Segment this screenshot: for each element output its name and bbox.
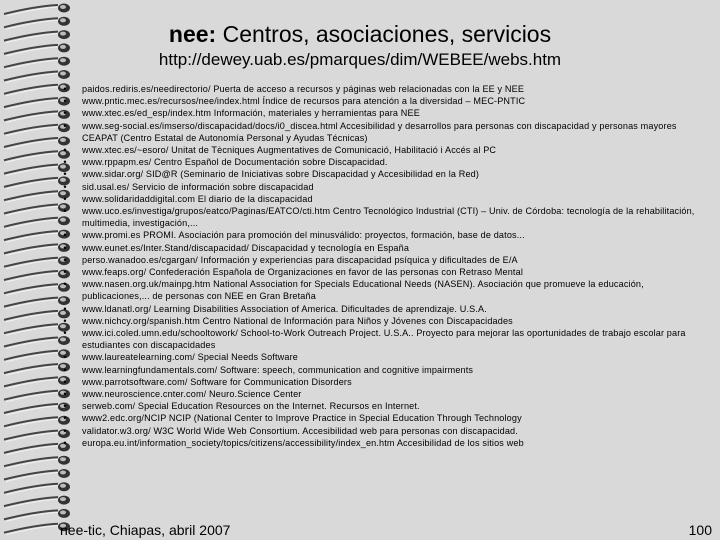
spiral-hole-shine [60, 471, 66, 475]
list-item [60, 83, 700, 95]
list-item-text: www.learningfundamentals.com/ Software: speech, communication and cognitive impairments [82, 364, 474, 375]
list-item [60, 315, 700, 327]
spiral-ring [4, 125, 58, 134]
spiral-ring [4, 417, 58, 426]
list-item-text: www.feaps.org/ Confederación Española de Organizaciones en favor de las personas con Retraso Mental [82, 267, 523, 278]
list-item [60, 327, 700, 351]
list-item [60, 351, 700, 363]
spiral-ring [4, 484, 58, 493]
bullet-icon: • [63, 169, 67, 180]
spiral-ring [4, 431, 58, 440]
list-item [60, 144, 700, 156]
bullet-icon: • [63, 254, 67, 265]
spiral-hole-shine [60, 45, 66, 49]
list-item-text: www.solidaridaddigital.com El diario de la discapacidad [82, 193, 313, 204]
list-item-text: www.ldanatl.org/ Learning Disabilities Association of America. Dificultades de aprendizaje. U.S.A. [82, 303, 487, 314]
spiral-hole-shine [60, 58, 66, 62]
list-item [60, 156, 700, 168]
resource-list [60, 83, 700, 449]
spiral-ring [4, 510, 58, 519]
list-item [60, 181, 700, 193]
spiral-hole-shine [60, 32, 66, 36]
list-item-text: www.xtec.es/ed_esp/index.htm Información, materiales y herramientas para NEE [82, 108, 420, 119]
list-item [60, 242, 700, 254]
bullet-icon: • [63, 230, 67, 241]
list-item-text: www.nichcy.org/spanish.htm Centro National de Información para Niños y Jóvenes con Discapacidades [82, 315, 513, 326]
bullet-icon: • [63, 389, 67, 400]
spiral-ring [4, 45, 58, 54]
bullet-icon: • [63, 376, 67, 387]
bullet-icon: • [63, 401, 67, 412]
list-item [60, 437, 700, 449]
list-item-text: www.seg-social.es/imserso/discapacidad/docs/i0_discea.html Accesibilidad y desarrollos para personas con discapacidad y personas mayores CEAPAT (Centro Estatal de Autonomía Personal y Ayudas Técnicas) [82, 120, 677, 143]
bullet-icon: • [63, 157, 67, 168]
list-item-text: www.pntic.mec.es/recursos/nee/index.html Índice de recursos para atención a la diversidad – MEC-PNTIC [82, 96, 526, 107]
bullet-icon: • [63, 206, 67, 217]
spiral-ring [4, 271, 58, 280]
bullet-icon: • [63, 193, 67, 204]
list-item [60, 425, 700, 437]
bullet-icon: • [63, 437, 67, 448]
spiral-ring [4, 351, 58, 360]
list-item [60, 303, 700, 315]
slide-title-bold: nee: [168, 21, 217, 47]
spiral-ring [4, 72, 58, 81]
list-item [60, 193, 700, 205]
list-item-text: www.xtec.es/~esoro/ Unitat de Tècniques Augmentatives de Comunicació, Habilitació i Accés al PC [82, 145, 497, 156]
list-item [60, 254, 700, 266]
bullet-icon: • [63, 364, 67, 375]
spiral-ring [4, 298, 58, 307]
list-item-text: www.promi.es PROMI. Asociación para promoción del minusválido: proyectos, formación, base de datos... [82, 230, 525, 241]
list-item [60, 412, 700, 424]
list-item-text: europa.eu.int/information_society/topics/citizens/accessibility/index_en.htm Accesibilidad de los sitios web [82, 437, 524, 448]
spiral-hole-shine [60, 497, 66, 501]
spiral-ring [4, 98, 58, 107]
bullet-icon: • [63, 120, 67, 131]
spiral-ring [4, 444, 58, 453]
spiral-ring [4, 231, 58, 240]
spiral-ring [4, 258, 58, 267]
list-item [60, 107, 700, 119]
spiral-ring [4, 338, 58, 347]
list-item-text: www.eunet.es/Inter.Stand/discapacidad/ Discapacidad y tecnología en España [82, 242, 410, 253]
list-item-text: www2.edc.org/NCIP NCIP (National Center to Improve Practice in Special Education Through Technology [82, 413, 522, 424]
list-item [60, 278, 700, 302]
list-item-text: www.neuroscience.cnter.com/ Neuro.Science Center [82, 389, 302, 400]
slide-title [85, 20, 635, 48]
spiral-ring [4, 5, 58, 14]
spiral-ring [4, 191, 58, 200]
list-item [60, 120, 700, 144]
spiral-ring [4, 205, 58, 214]
spiral-ring [4, 244, 58, 253]
list-item-text: www.parrotsoftware.com/ Software for Communication Disorders [82, 376, 352, 387]
bullet-icon: • [63, 315, 67, 326]
bullet-icon: • [63, 96, 67, 107]
list-item [60, 388, 700, 400]
spiral-hole-shine [60, 18, 66, 22]
spiral-ring [4, 165, 58, 174]
list-item-text: www.nasen.org.uk/mainpg.htm National Association for Specials Educational Needs (NASEN). Asociación que promueve la educación, publicaciones,... de personas con NEE en Gran Bretaña [82, 279, 644, 302]
bullet-icon: • [63, 267, 67, 278]
bullet-icon: • [63, 279, 67, 290]
bullet-icon: • [63, 352, 67, 363]
spiral-ring [4, 324, 58, 333]
bullet-icon: • [63, 181, 67, 192]
spiral-ring [4, 364, 58, 373]
list-item-text: www.laureatelearning.com/ Special Needs Software [82, 352, 298, 363]
spiral-ring [4, 497, 58, 506]
bullet-icon: • [63, 425, 67, 436]
spiral-hole-shine [60, 484, 66, 488]
list-item [60, 400, 700, 412]
bullet-icon: • [63, 84, 67, 94]
spiral-ring [4, 457, 58, 466]
spiral-ring [4, 138, 58, 147]
spiral-ring [4, 471, 58, 480]
spiral-ring [4, 85, 58, 94]
spiral-ring [4, 111, 58, 120]
spiral-hole-shine [60, 457, 66, 461]
bullet-icon: • [63, 413, 67, 424]
bullet-icon: • [63, 328, 67, 339]
list-item [60, 376, 700, 388]
bullet-icon: • [63, 242, 67, 253]
list-item-text: serweb.com/ Special Education Resources on the Internet. Recursos en Internet. [82, 401, 420, 412]
spiral-ring [4, 404, 58, 413]
list-item-text: www.rppapm.es/ Centro Español de Documentación sobre Discapacidad. [82, 157, 388, 168]
spiral-hole-shine [60, 510, 66, 514]
list-item [60, 266, 700, 278]
list-item-text: validator.w3.org/ W3C World Wide Web Consortium. Accesibilidad web para personas con discapacidad. [82, 425, 518, 436]
spiral-ring [4, 32, 58, 41]
list-item [60, 229, 700, 241]
list-item-text: www.uco.es/investiga/grupos/eatco/Paginas/EATCO/cti.htm Centro Tecnológico Industrial (CTI) – Univ. de Córdoba: tecnología de la rehabilitación, multimedia, investigación,... [82, 206, 695, 229]
list-item [60, 364, 700, 376]
spiral-ring [4, 377, 58, 386]
slide-title-rest: Centros, asociaciones, servicios [222, 21, 552, 47]
list-item [60, 168, 700, 180]
list-item [60, 95, 700, 107]
list-item-text: www.ici.coled.umn.edu/schooltowork/ School-to-Work Outreach Project. U.S.A.. Proyecto para mejorar las oportunidades de trabajo escolar para estudiantes con discapacidades [82, 328, 686, 351]
spiral-hole-shine [60, 5, 66, 9]
spiral-hole-shine [60, 72, 66, 76]
footer-text: nee-tic, Chiapas, abril 2007 [60, 522, 231, 538]
bullet-icon: • [63, 303, 67, 314]
list-item [60, 205, 700, 229]
spiral-ring [4, 524, 58, 533]
spiral-ring [4, 58, 58, 67]
page-number: 100 [688, 522, 712, 538]
bullet-icon: • [63, 145, 67, 156]
spiral-ring [4, 18, 58, 27]
list-item-text: www.sidar.org/ SID@R (Seminario de Iniciativas sobre Discapacidad y Accesibilidad en la Red) [82, 169, 480, 180]
bullet-icon: • [63, 108, 67, 119]
spiral-ring [4, 218, 58, 227]
slide-subtitle-url: http://dewey.uab.es/pmarques/dim/WEBEE/webs.htm [158, 50, 562, 69]
spiral-ring [4, 311, 58, 320]
spiral-ring [4, 178, 58, 187]
spiral-ring [4, 151, 58, 160]
list-item-text: perso.wanadoo.es/cgargan/ Información y experiencias para discapacidad psíquica y dificultades de E/A [82, 254, 518, 265]
list-item-text: sid.usal.es/ Servicio de información sobre discapacidad [82, 181, 314, 192]
list-item-text: paidos.rediris.es/needirectorio/ Puerta de acceso a recursos y páginas web relacionadas con la EE y NEE [82, 84, 525, 94]
spiral-ring [4, 391, 58, 400]
spiral-ring [4, 284, 58, 293]
